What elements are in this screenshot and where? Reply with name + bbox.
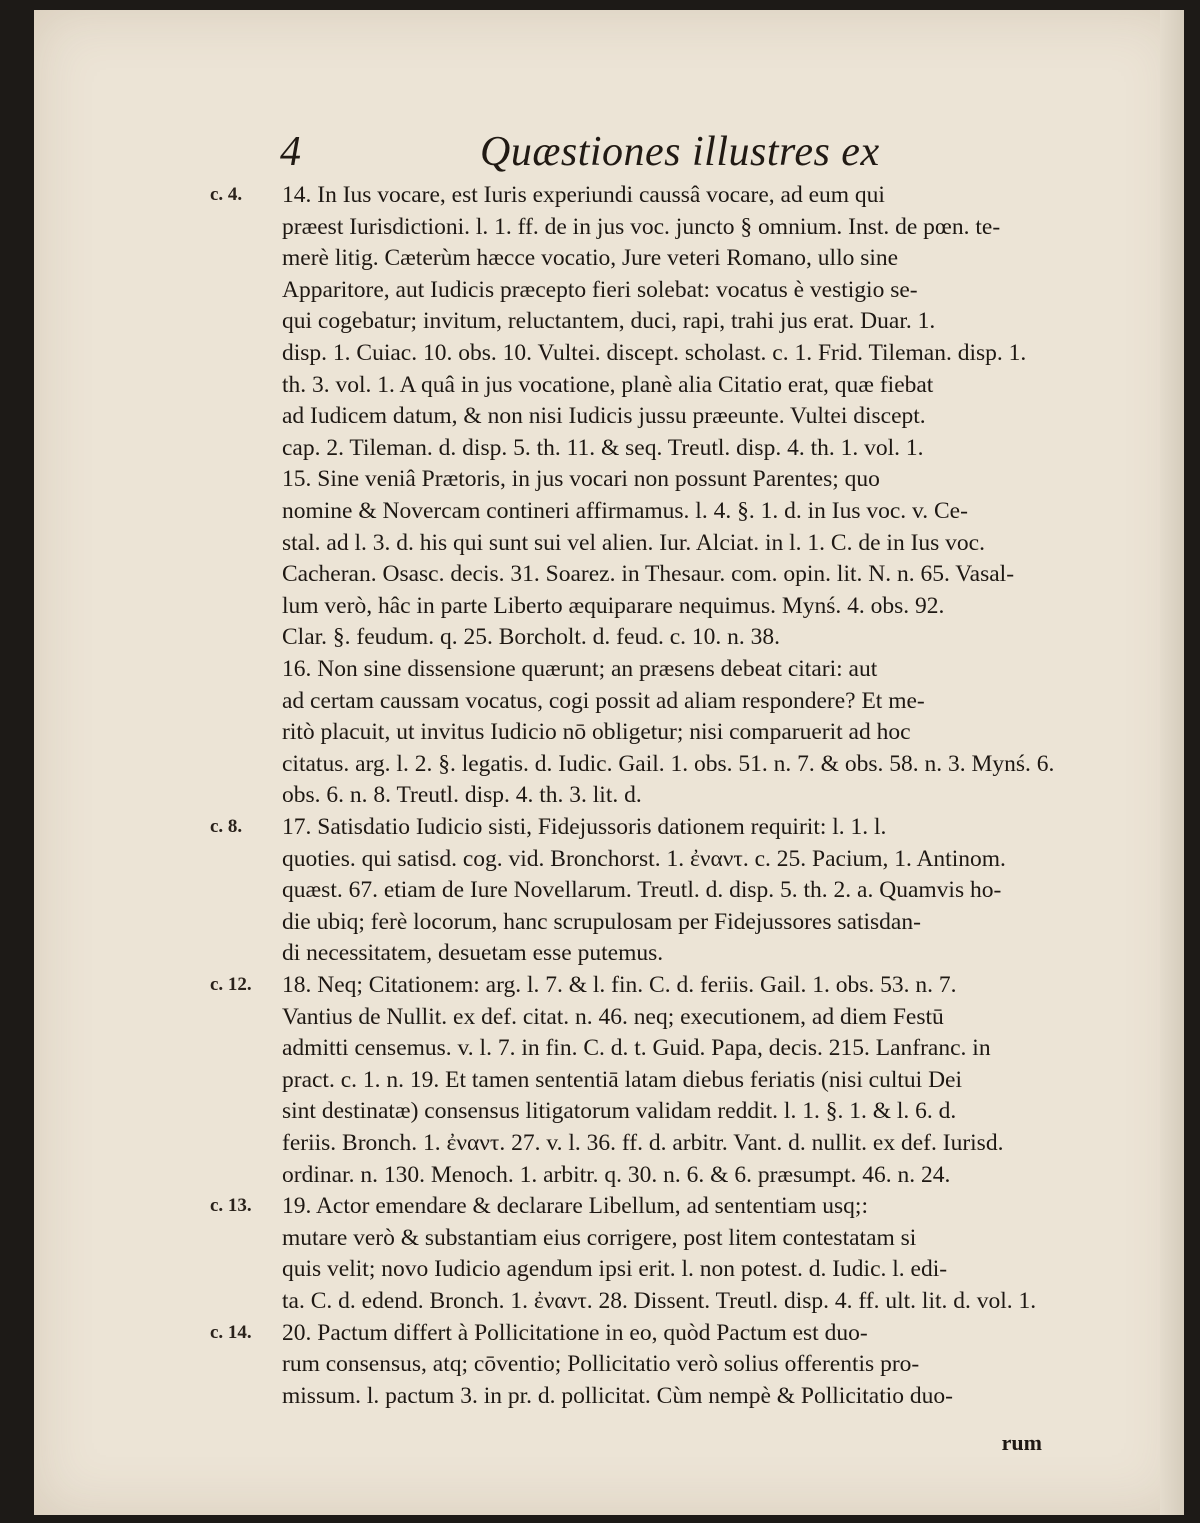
text-line [34, 1162, 1184, 1196]
line-text: mutare verò & substantiam eius corrigere, post litem contestatam si [282, 1224, 917, 1251]
text-line [34, 340, 1184, 374]
text-line [34, 624, 1184, 658]
text-line [34, 498, 1184, 532]
line-text: qui cogebatur; invitum, reluctantem, duci, rapi, trahi jus erat. Duar. 1. [282, 308, 936, 335]
line-text: ordinar. n. 130. Menoch. 1. arbitr. q. 30. n. 6. & 6. præsumpt. 46. n. 24. [282, 1161, 951, 1188]
line-text: merè litig. Cæterùm hæcce vocatio, Jure veteri Romano, ullo sine [282, 245, 899, 272]
line-text: lum verò, hâc in parte Liberto æquiparare nequimus. Mynś. 4. obs. 92. [282, 592, 945, 619]
text-line [34, 245, 1184, 279]
margin-note: c. 8. [210, 816, 243, 837]
text-line [34, 751, 1184, 785]
line-text: 17. Satisdatio Iudicio sisti, Fidejussoris dationem requirit: l. 1. l. [282, 814, 887, 840]
line-text: Apparitore, aut Iudicis præcepto fieri solebat: vocatus è vestigio se- [282, 276, 918, 303]
text-line [34, 593, 1184, 627]
text-line [34, 1035, 1184, 1069]
line-text: disp. 1. Cuiac. 10. obs. 10. Vultei. discept. scholast. c. 1. Frid. Tileman. disp. 1. [282, 340, 1027, 366]
text-line [34, 1098, 1184, 1132]
text-line [34, 277, 1184, 311]
line-text: ad certam caussam vocatus, cogi possit ad aliam respondere? Et me- [282, 687, 925, 714]
line-text: præest Iurisdictioni. l. 1. ff. de in jus voc. juncto § omnium. Inst. de pœn. te- [282, 213, 1001, 240]
line-text: Clar. §. feudum. q. 25. Borcholt. d. feud. c. 10. n. 38. [282, 624, 780, 651]
text-line [34, 403, 1184, 437]
margin-note: c. 14. [210, 1321, 252, 1343]
book-page [34, 10, 1184, 1515]
line-text: 16. Non sine dissensione quærunt; an præsens debeat citari: aut [282, 656, 878, 682]
text-line [34, 435, 1184, 469]
line-text: nomine & Novercam contineri affirmamus. l. 4. §. 1. d. in Ius voc. v. Ce- [282, 498, 968, 524]
text-line [34, 214, 1184, 248]
line-text: obs. 6. n. 8. Treutl. disp. 4. th. 3. lit. d. [282, 782, 642, 809]
text-line [34, 1383, 1184, 1417]
line-text: 20. Pactum differt à Pollicitatione in eo, quòd Pactum est duo- [282, 1319, 868, 1346]
line-text: stal. ad l. 3. d. his qui sunt sui vel alien. Iur. Alciat. in l. 1. C. de in Ius voc. [282, 529, 985, 556]
text-line [34, 846, 1184, 880]
text-line [34, 814, 1184, 848]
page-number: 4 [280, 129, 301, 175]
margin-note: c. 4. [210, 184, 243, 205]
line-text: 19. Actor emendare & declarare Libellum, ad sententiam usq;: [282, 1193, 868, 1220]
line-text: cap. 2. Tileman. d. disp. 5. th. 11. & seq. Treutl. disp. 4. th. 1. vol. 1. [282, 434, 924, 461]
line-text: die ubiq; ferè locorum, hanc scrupulosam per Fidejussores satisdan- [282, 908, 921, 935]
line-text: quis velit; novo Iudicio agendum ipsi erit. l. non potest. d. Iudic. l. edi- [282, 1256, 948, 1283]
text-line [34, 719, 1184, 753]
line-text: sint destinatæ) consensus litigatorum validam reddit. l. 1. §. 1. & l. 6. d. [282, 1098, 957, 1125]
line-text: quoties. qui satisd. cog. vid. Bronchorst. 1. ἐναντ. c. 25. Pacium, 1. Antinom. [282, 845, 1006, 872]
line-text: ta. C. d. edend. Bronch. 1. ἐναντ. 28. Dissent. Treutl. disp. 4. ff. ult. lit. d. vol. 1. [282, 1288, 1037, 1314]
text-line [34, 1130, 1184, 1164]
line-text: di necessitatem, desuetam esse putemus. [282, 940, 664, 967]
line-text: Cacheran. Osasc. decis. 31. Soarez. in Thesaur. com. opin. lit. N. n. 65. Vasal- [282, 561, 1015, 588]
text-line [34, 909, 1184, 943]
text-line [34, 972, 1184, 1006]
line-text: admitti censemus. v. l. 7. in fin. C. d. t. Guid. Papa, decis. 215. Lanfranc. in [282, 1035, 991, 1062]
line-text: quæst. 67. etiam de Iure Novellarum. Treutl. d. disp. 5. th. 2. a. Quamvis ho- [282, 877, 1002, 904]
text-line [34, 182, 1184, 216]
catchword-row [34, 1430, 1184, 1470]
text-line [34, 1256, 1184, 1290]
text-line [34, 466, 1184, 500]
text-line [34, 688, 1184, 722]
text-line [34, 1225, 1184, 1259]
page-header [34, 128, 1184, 188]
margin-note: c. 13. [210, 1195, 252, 1217]
line-text: pract. c. 1. n. 19. Et tamen sententiā latam diebus feriatis (nisi cultui Dei [282, 1066, 962, 1093]
text-line [34, 656, 1184, 690]
margin-note: c. 12. [210, 974, 252, 995]
line-text: th. 3. vol. 1. A quâ in jus vocatione, planè alia Citatio erat, quæ fiebat [282, 371, 934, 398]
line-text: Vantius de Nullit. ex def. citat. n. 46. neq; executionem, ad diem Festū [282, 1003, 944, 1030]
text-line [34, 1067, 1184, 1101]
line-text: 15. Sine veniâ Prætoris, in jus vocari non possunt Parentes; quo [282, 466, 880, 493]
running-title: Quæstiones illustres ex [480, 129, 880, 175]
text-line [34, 308, 1184, 342]
line-text: ritò placuit, ut invitus Iudicio nō obligetur; nisi comparuerit ad hoc [282, 719, 911, 746]
line-text: citatus. arg. l. 2. §. legatis. d. Iudic. Gail. 1. obs. 51. n. 7. & obs. 58. n. 3. Mynś. 6. [282, 750, 1055, 777]
text-line [34, 1193, 1184, 1227]
text-line [34, 1288, 1184, 1322]
line-text: missum. l. pactum 3. in pr. d. pollicitat. Cùm nempè & Pollicitatio duo- [282, 1382, 954, 1409]
text-line [34, 940, 1184, 974]
line-text: ad Iudicem datum, & non nisi Iudicis jussu præeunte. Vultei discept. [282, 403, 926, 430]
text-line [34, 1320, 1184, 1354]
text-line [34, 561, 1184, 595]
text-line [34, 782, 1184, 816]
text-line [34, 1004, 1184, 1038]
text-line [34, 877, 1184, 911]
catchword: rum [1001, 1430, 1042, 1455]
line-text: 18. Neq; Citationem: arg. l. 7. & l. fin. C. d. feriis. Gail. 1. obs. 53. n. 7. [282, 972, 957, 998]
text-line [34, 372, 1184, 406]
text-line [34, 1351, 1184, 1385]
text-line [34, 530, 1184, 564]
line-text: 14. In Ius vocare, est Iuris experiundi caussâ vocare, ad eum qui [282, 182, 885, 208]
line-text: feriis. Bronch. 1. ἐναντ. 27. v. l. 36. ff. d. arbitr. Vant. d. nullit. ex def. Iurisd. [282, 1130, 1004, 1156]
line-text: rum consensus, atq; cōventio; Pollicitatio verò solius offerentis pro- [282, 1351, 920, 1378]
